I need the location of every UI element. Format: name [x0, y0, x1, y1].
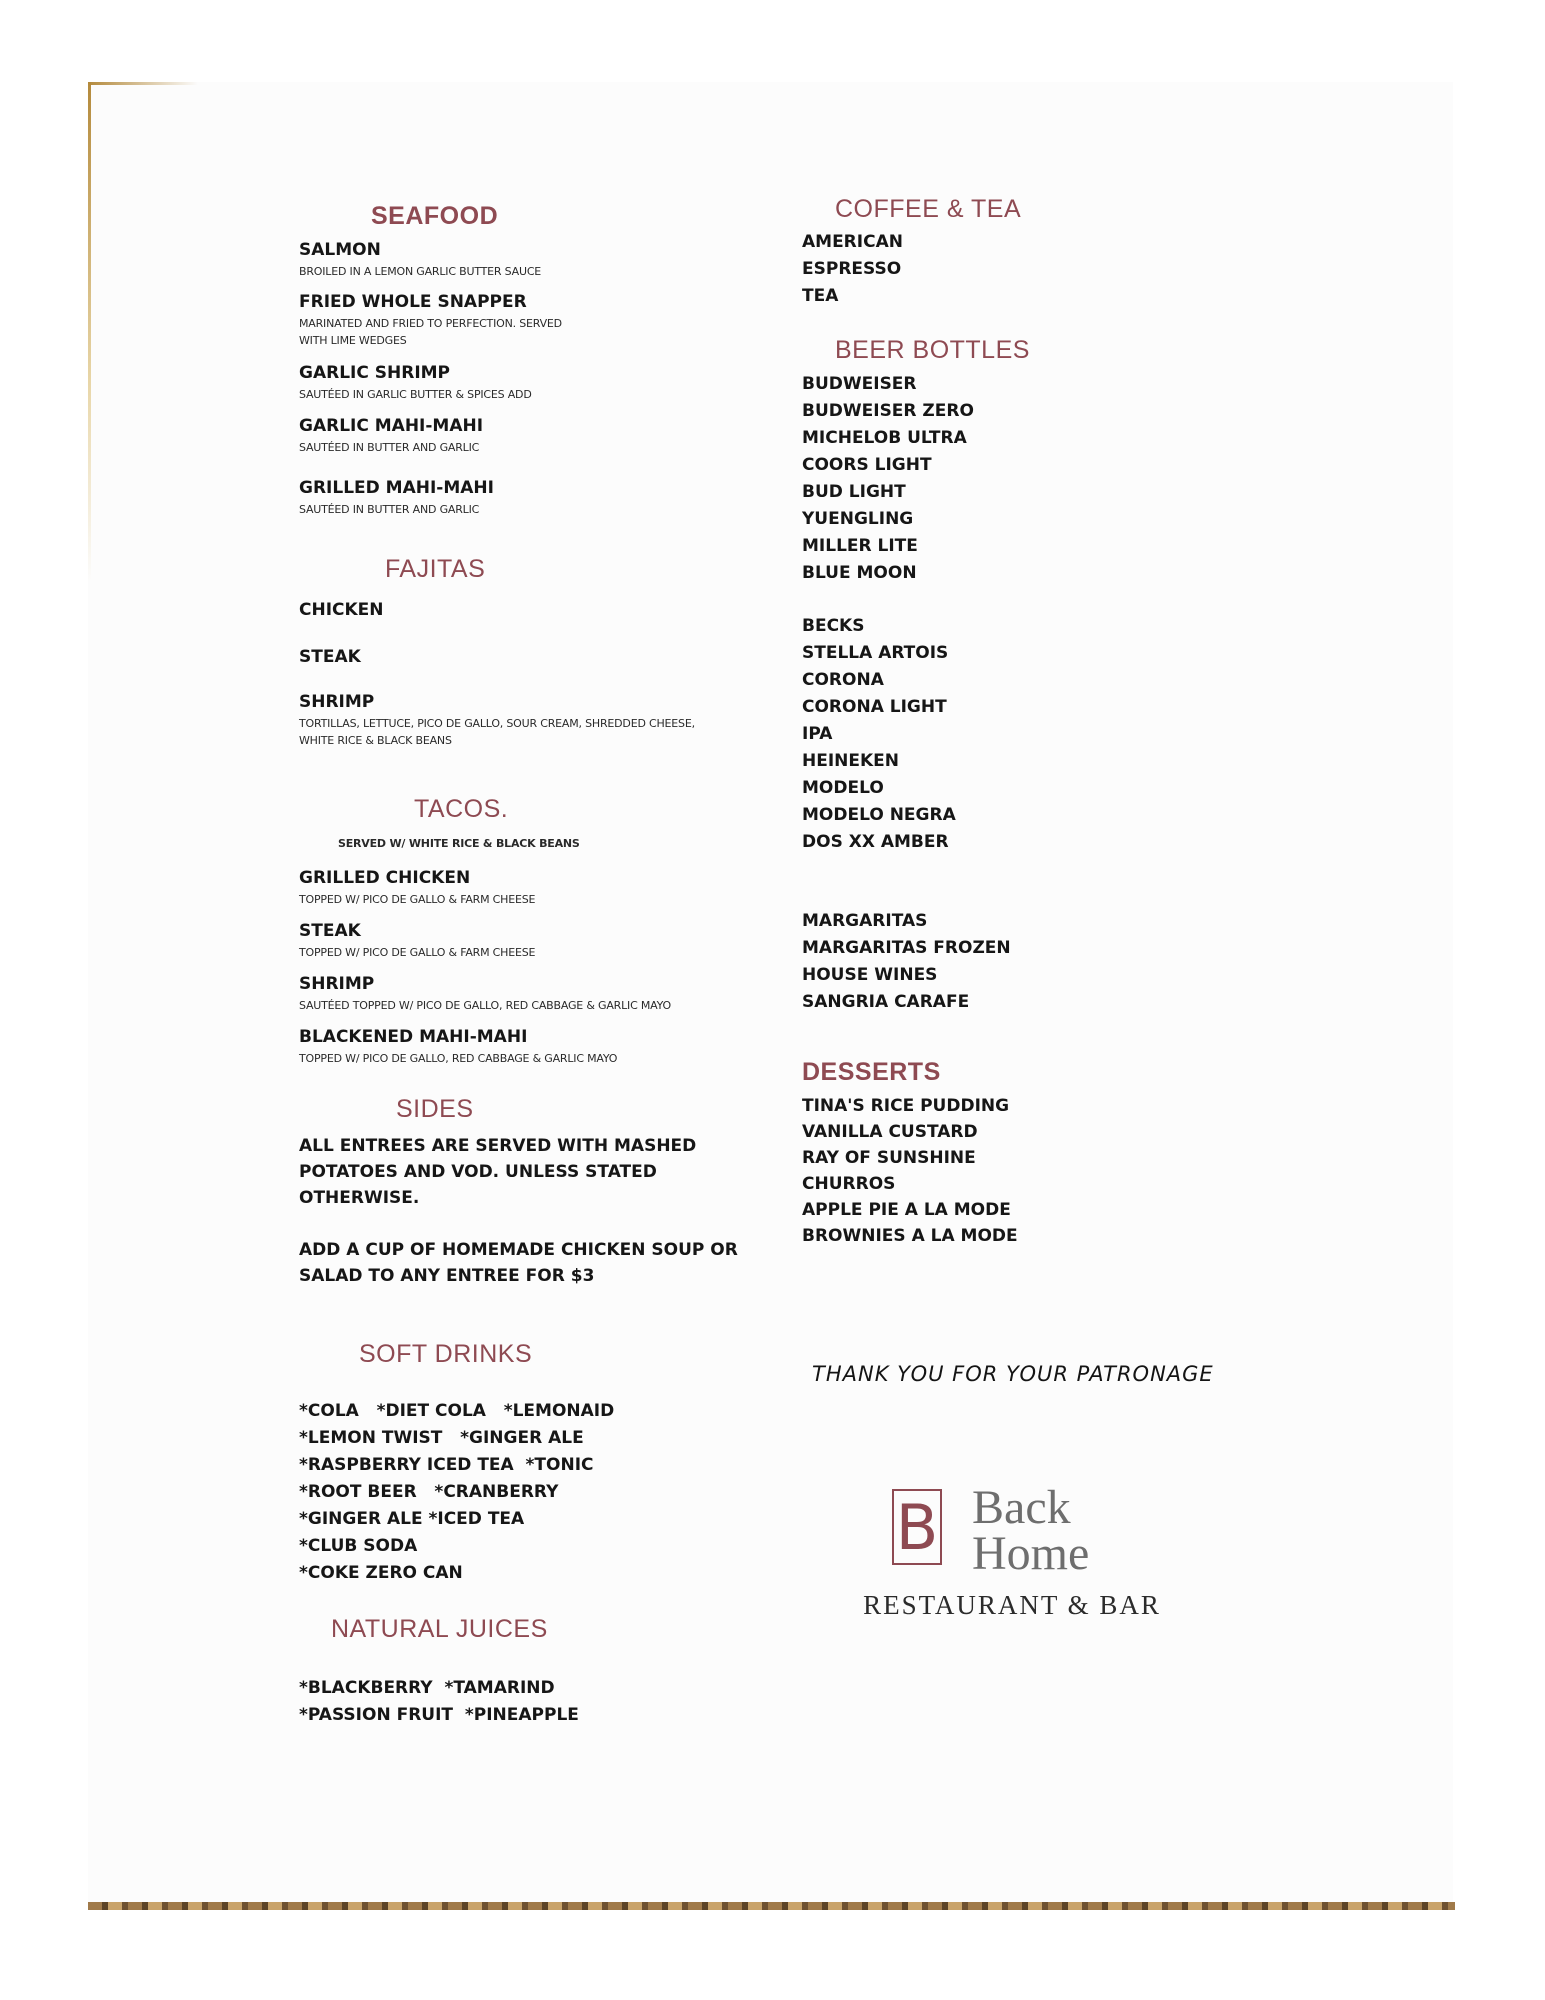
- menu-item: CHURROS: [802, 1174, 896, 1194]
- menu-item: COORS LIGHT: [802, 455, 932, 475]
- sides-text: SALAD TO ANY ENTREE FOR $3: [299, 1266, 595, 1286]
- menu-item: BECKS: [802, 616, 865, 636]
- menu-item: SANGRIA CARAFE: [802, 992, 970, 1012]
- menu-item: TEA: [802, 286, 839, 306]
- menu-item: MICHELOB ULTRA: [802, 428, 967, 448]
- menu-item: DOS XX AMBER: [802, 832, 949, 852]
- menu-item: STELLA ARTOIS: [802, 643, 949, 663]
- natural-juices-line: *PASSION FRUIT *PINEAPPLE: [299, 1705, 579, 1725]
- menu-item: HOUSE WINES: [802, 965, 938, 985]
- coffee-tea-title: COFFEE & TEA: [835, 195, 1022, 223]
- fajitas-title: FAJITAS: [385, 555, 486, 583]
- paper-edge-top: [88, 82, 198, 85]
- thank-you-note: THANK YOU FOR YOUR PATRONAGE: [812, 1362, 1214, 1386]
- menu-item: MODELO NEGRA: [802, 805, 956, 825]
- menu-item: GRILLED MAHI-MAHI: [299, 478, 494, 498]
- soft-drinks-line: *COKE ZERO CAN: [299, 1563, 463, 1583]
- menu-item: STEAK: [299, 921, 361, 941]
- soft-drinks-line: *RASPBERRY ICED TEA *TONIC: [299, 1455, 594, 1475]
- menu-item: HEINEKEN: [802, 751, 900, 771]
- sides-text: POTATOES AND VOD. UNLESS STATED: [299, 1162, 657, 1182]
- sides-text: OTHERWISE.: [299, 1188, 420, 1208]
- item-description: SAUTÉED IN BUTTER AND GARLIC: [299, 503, 480, 516]
- tacos-title: TACOS.: [414, 795, 509, 823]
- menu-item: BUD LIGHT: [802, 482, 906, 502]
- soft-drinks-line: *ROOT BEER *CRANBERRY: [299, 1482, 559, 1502]
- menu-item: CHICKEN: [299, 600, 384, 620]
- menu-item: AMERICAN: [802, 232, 903, 252]
- menu-item: YUENGLING: [802, 509, 914, 529]
- menu-item: VANILLA CUSTARD: [802, 1122, 978, 1142]
- paper-edge-left: [88, 82, 91, 582]
- item-description: BROILED IN A LEMON GARLIC BUTTER SAUCE: [299, 265, 542, 278]
- menu-item: STEAK: [299, 647, 361, 667]
- menu-page: [88, 82, 1453, 1902]
- menu-item: IPA: [802, 724, 833, 744]
- menu-item: TINA'S RICE PUDDING: [802, 1096, 1010, 1116]
- menu-item: BROWNIES A LA MODE: [802, 1226, 1018, 1246]
- sides-title: SIDES: [396, 1095, 474, 1123]
- logo-letter: B: [895, 1491, 939, 1564]
- item-description: SAUTÉED IN GARLIC BUTTER & SPICES ADD: [299, 388, 532, 401]
- beer-bottles-title: BEER BOTTLES: [835, 336, 1030, 364]
- sides-text: ADD A CUP OF HOMEMADE CHICKEN SOUP OR: [299, 1240, 738, 1260]
- menu-item: BLACKENED MAHI-MAHI: [299, 1027, 528, 1047]
- desserts-title: DESSERTS: [802, 1058, 941, 1086]
- logo-subtitle: RESTAURANT & BAR: [863, 1590, 1161, 1620]
- menu-item: MILLER LITE: [802, 536, 918, 556]
- item-description: TOPPED W/ PICO DE GALLO, RED CABBAGE & GARLIC MAYO: [299, 1052, 618, 1065]
- item-description: MARINATED AND FRIED TO PERFECTION. SERVED: [299, 317, 562, 330]
- menu-item: GARLIC MAHI-MAHI: [299, 416, 484, 436]
- item-description: SAUTÉED IN BUTTER AND GARLIC: [299, 441, 480, 454]
- menu-item: APPLE PIE A LA MODE: [802, 1200, 1011, 1220]
- natural-juices-title: NATURAL JUICES: [331, 1615, 548, 1643]
- paper-edge-bottom: [88, 1902, 1455, 1910]
- item-description: TORTILLAS, LETTUCE, PICO DE GALLO, SOUR CREAM, SHREDDED CHEESE,: [299, 717, 695, 730]
- menu-item: SHRIMP: [299, 974, 375, 994]
- menu-item: ESPRESSO: [802, 259, 902, 279]
- menu-item: SALMON: [299, 240, 381, 260]
- menu-item: MODELO: [802, 778, 884, 798]
- soft-drinks-line: *CLUB SODA: [299, 1536, 418, 1556]
- menu-item: GARLIC SHRIMP: [299, 363, 451, 383]
- soft-drinks-line: *COLA *DIET COLA *LEMONAID: [299, 1401, 615, 1421]
- menu-item: BUDWEISER ZERO: [802, 401, 974, 421]
- sides-text: ALL ENTREES ARE SERVED WITH MASHED: [299, 1136, 697, 1156]
- soft-drinks-line: *GINGER ALE *ICED TEA: [299, 1509, 525, 1529]
- menu-item: MARGARITAS: [802, 911, 928, 931]
- menu-item: RAY OF SUNSHINE: [802, 1148, 976, 1168]
- menu-item: BUDWEISER: [802, 374, 917, 394]
- menu-item: CORONA: [802, 670, 884, 690]
- tacos-note: SERVED W/ WHITE RICE & BLACK BEANS: [338, 837, 580, 850]
- menu-item: FRIED WHOLE SNAPPER: [299, 292, 527, 312]
- item-description: SAUTÉED TOPPED W/ PICO DE GALLO, RED CABBAGE & GARLIC MAYO: [299, 999, 671, 1012]
- menu-item: BLUE MOON: [802, 563, 917, 583]
- restaurant-logo: [862, 1481, 1162, 1624]
- item-description: WITH LIME WEDGES: [299, 334, 407, 347]
- item-description: TOPPED W/ PICO DE GALLO & FARM CHEESE: [299, 946, 536, 959]
- menu-item: SHRIMP: [299, 692, 375, 712]
- logo-word-back: Back: [972, 1481, 1071, 1534]
- soft-drinks-title: SOFT DRINKS: [359, 1340, 533, 1368]
- natural-juices-line: *BLACKBERRY *TAMARIND: [299, 1678, 555, 1698]
- menu-item: MARGARITAS FROZEN: [802, 938, 1011, 958]
- logo-word-home: Home: [972, 1527, 1090, 1580]
- logo-mark-icon: [892, 1489, 942, 1565]
- item-description: WHITE RICE & BLACK BEANS: [299, 734, 452, 747]
- soft-drinks-line: *LEMON TWIST *GINGER ALE: [299, 1428, 584, 1448]
- menu-item: CORONA LIGHT: [802, 697, 947, 717]
- seafood-title: SEAFOOD: [371, 202, 499, 230]
- item-description: TOPPED W/ PICO DE GALLO & FARM CHEESE: [299, 893, 536, 906]
- menu-item: GRILLED CHICKEN: [299, 868, 471, 888]
